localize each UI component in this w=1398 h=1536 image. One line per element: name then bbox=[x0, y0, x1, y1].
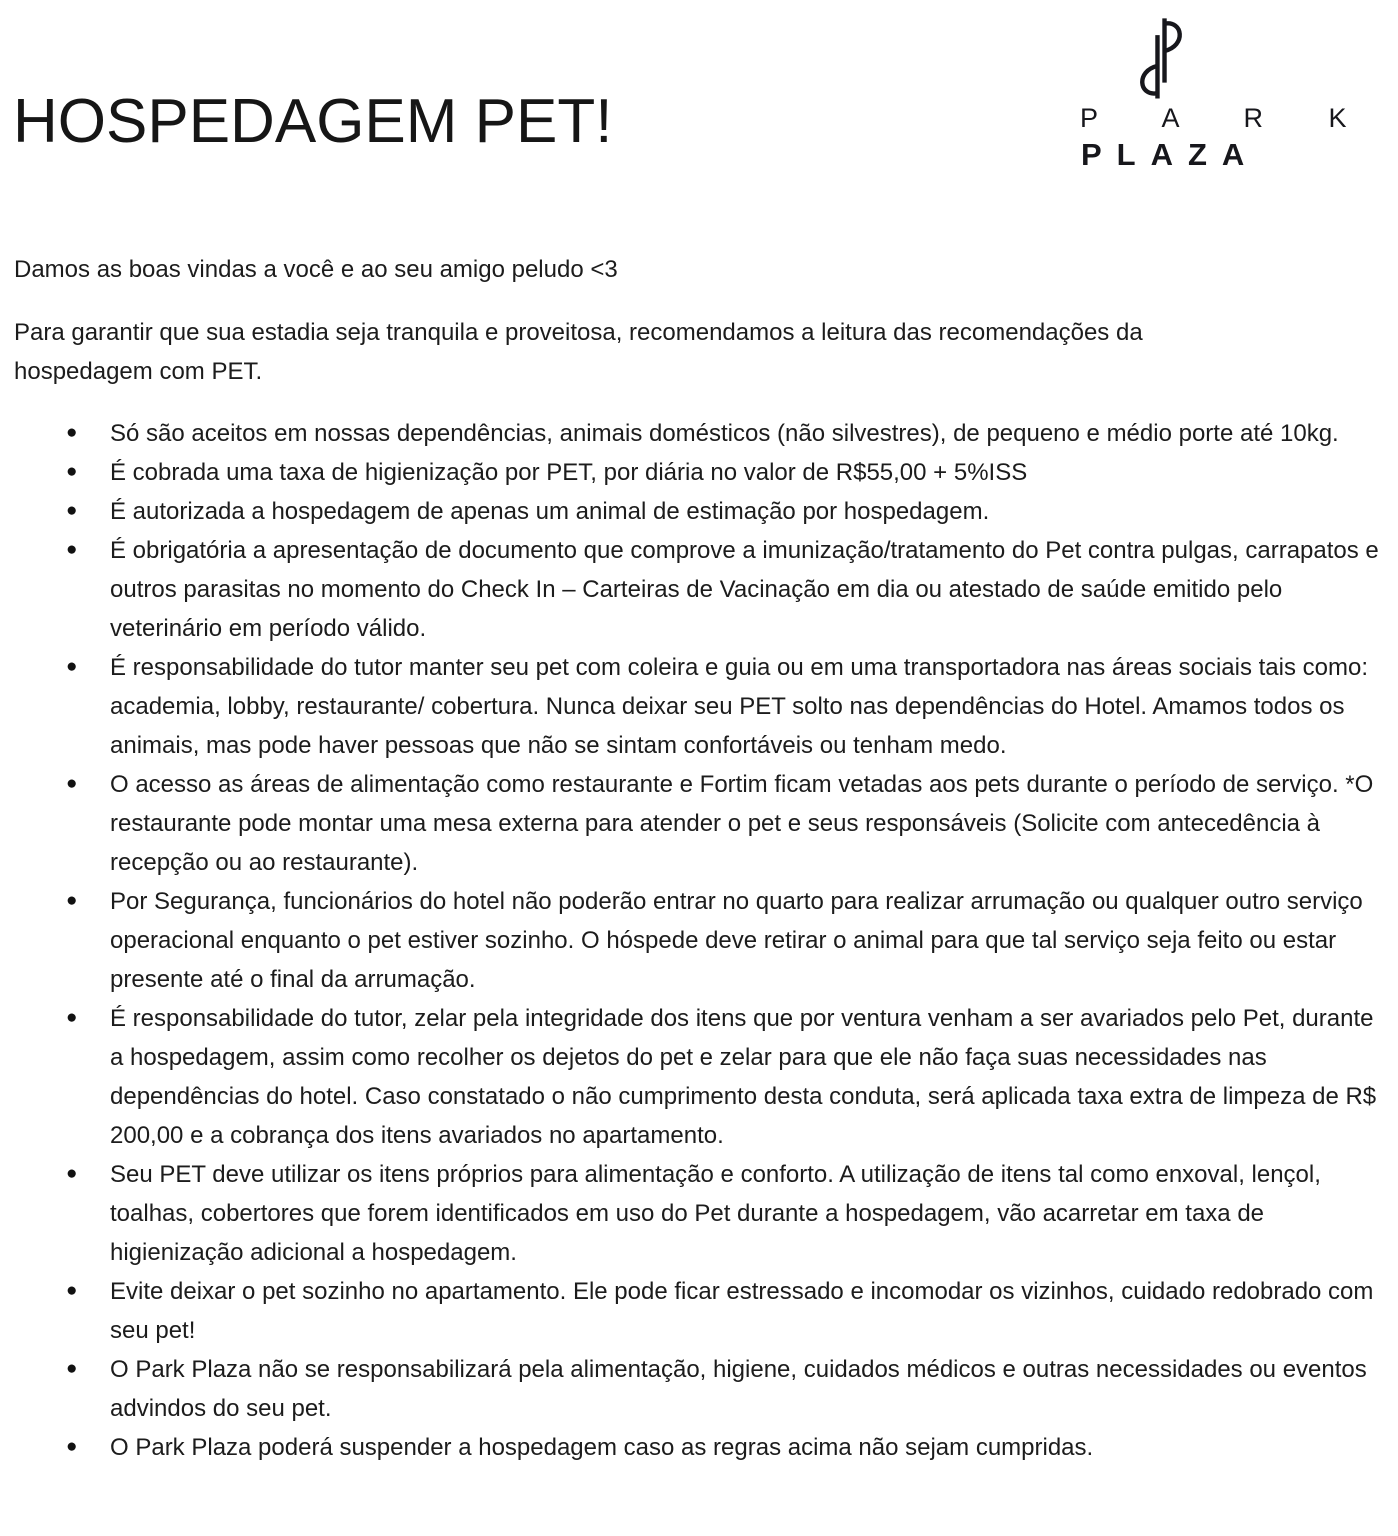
intro-greeting: Damos as boas vindas a você e ao seu amigo peludo <3 bbox=[14, 256, 618, 283]
bullet-icon: ● bbox=[66, 461, 78, 482]
page-title: HOSPEDAGEM PET! bbox=[13, 87, 613, 156]
rule-text: É cobrada uma taxa de higienização por PET, por diária no valor de R$55,00 + 5%ISS bbox=[110, 459, 1028, 486]
rule-item bbox=[66, 1428, 1390, 1467]
rule-item bbox=[66, 882, 1390, 999]
rule-item bbox=[66, 648, 1390, 765]
rule-item bbox=[66, 414, 1390, 453]
rule-text: Por Segurança, funcionários do hotel não poderão entrar no quarto para realizar arrumação ou qualquer outro serviço operacional enquanto o pet estiver sozinho. O hóspede deve retirar o animal para que tal serviço seja feito ou estar presente até o final da arrumação. bbox=[110, 888, 1363, 993]
intro-recommendation: Para garantir que sua estadia seja tranquila e proveitosa, recomendamos a leitura das recomendações da hospedagem com PET. bbox=[14, 319, 1143, 385]
bullet-icon: ● bbox=[66, 1436, 78, 1457]
rule-text: Seu PET deve utilizar os itens próprios para alimentação e conforto. A utilização de itens tal como enxoval, lençol, toalhas, cobertores que forem identificados em uso do Pet durante a hospedagem, vão acarretar em taxa de higienização adicional a hospedagem. bbox=[110, 1161, 1321, 1266]
logo-text-plaza: PLAZA bbox=[1081, 137, 1260, 172]
bullet-icon: ● bbox=[66, 1280, 78, 1301]
bullet-icon: ● bbox=[66, 500, 78, 521]
logo-text-park: P A R K bbox=[1080, 103, 1376, 133]
rule-item bbox=[66, 1272, 1390, 1350]
bullet-icon: ● bbox=[66, 422, 78, 443]
pet-rules-list bbox=[0, 414, 1398, 1467]
bullet-icon: ● bbox=[66, 1007, 78, 1028]
rule-text: O acesso as áreas de alimentação como restaurante e Fortim ficam vetadas aos pets durante o período de serviço. *O restaurante pode montar uma mesa externa para atender o pet e seus responsáveis (Solicite com antecedência à recepção ou ao restaurante). bbox=[110, 771, 1374, 876]
bullet-icon: ● bbox=[66, 1163, 78, 1184]
rule-item bbox=[66, 492, 1390, 531]
rule-text: É responsabilidade do tutor, zelar pela integridade dos itens que por ventura venham a ser avariados pelo Pet, durante a hospedagem, assim como recolher os dejetos do pet e zelar para que ele não faça suas necessidades nas dependências do hotel. Caso constatado o não cumprimento desta conduta, será aplicada taxa extra de limpeza de R$ 200,00 e a cobrança dos itens avariados no apartamento. bbox=[110, 1005, 1377, 1149]
rule-item bbox=[66, 1155, 1390, 1272]
rule-item bbox=[66, 765, 1390, 882]
rule-text: O Park Plaza poderá suspender a hospedagem caso as regras acima não sejam cumpridas. bbox=[110, 1434, 1094, 1461]
bullet-icon: ● bbox=[66, 1358, 78, 1379]
rule-text: Só são aceitos em nossas dependências, animais domésticos (não silvestres), de pequeno e médio porte até 10kg. bbox=[110, 420, 1339, 447]
bullet-icon: ● bbox=[66, 890, 78, 911]
bullet-icon: ● bbox=[66, 773, 78, 794]
rule-text: É autorizada a hospedagem de apenas um animal de estimação por hospedagem. bbox=[110, 498, 990, 525]
rule-text: É responsabilidade do tutor manter seu pet com coleira e guia ou em uma transportadora nas áreas sociais tais como: academia, lobby, restaurante/ cobertura. Nunca deixar seu PET solto nas dependências do Hotel. Amamos todos os animais, mas pode haver pessoas que não se sintam confortáveis ou tenham medo. bbox=[110, 654, 1369, 759]
park-plaza-monogram-icon bbox=[1134, 14, 1188, 102]
rule-item bbox=[66, 1350, 1390, 1428]
document-header bbox=[0, 0, 1398, 212]
bullet-icon: ● bbox=[66, 656, 78, 677]
rule-item bbox=[66, 999, 1390, 1155]
rule-item bbox=[66, 531, 1390, 648]
rule-item bbox=[66, 453, 1390, 492]
rule-text: É obrigatória a apresentação de documento que comprove a imunização/tratamento do Pet contra pulgas, carrapatos e outros parasitas no momento do Check In – Carteiras de Vacinação em dia ou atestado de saúde emitido pelo veterinário em período válido. bbox=[110, 537, 1379, 642]
park-plaza-logo bbox=[1058, 14, 1376, 173]
bullet-icon: ● bbox=[66, 539, 78, 560]
rule-text: O Park Plaza não se responsabilizará pela alimentação, higiene, cuidados médicos e outras necessidades ou eventos advindos do seu pet. bbox=[110, 1356, 1367, 1422]
rule-text: Evite deixar o pet sozinho no apartamento. Ele pode ficar estressado e incomodar os vizinhos, cuidado redobrado com seu pet! bbox=[110, 1278, 1374, 1344]
